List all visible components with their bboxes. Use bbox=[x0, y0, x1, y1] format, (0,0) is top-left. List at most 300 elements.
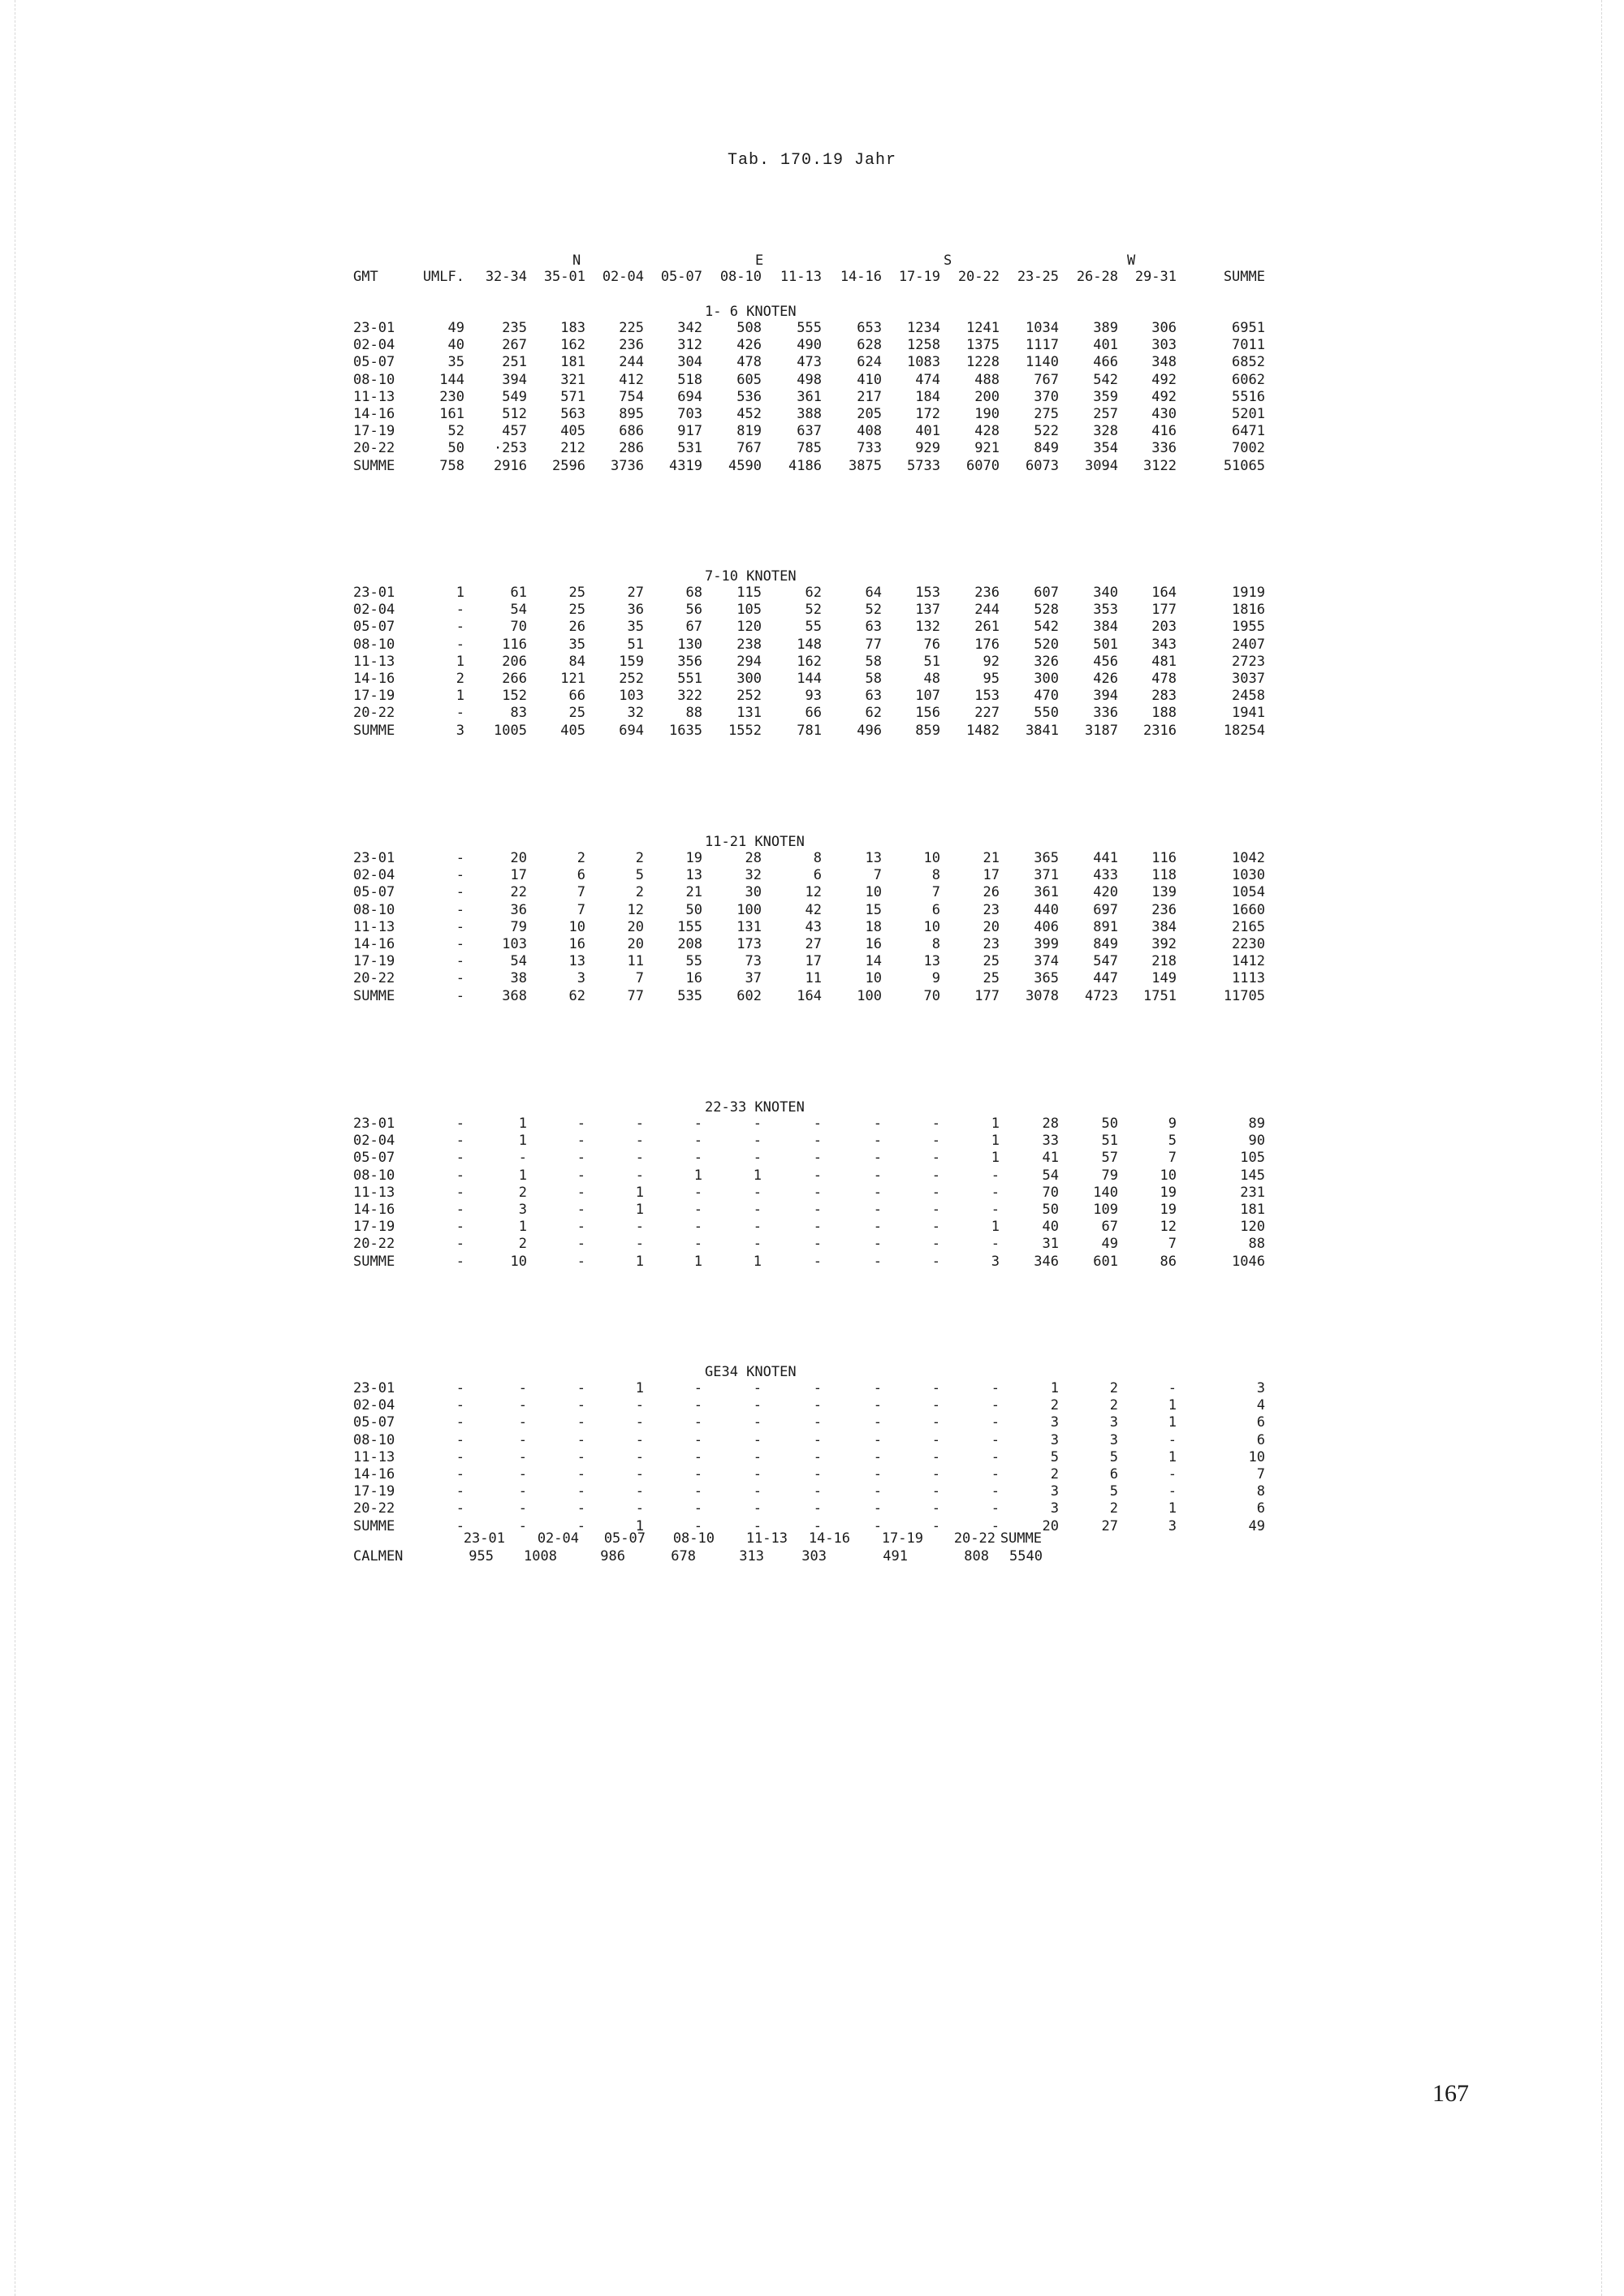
table-cell: 1 bbox=[518, 1133, 527, 1150]
table-cell: - bbox=[873, 1397, 882, 1414]
table-title: Tab. 170.19 Jahr bbox=[727, 151, 897, 170]
table-cell: 25 bbox=[568, 705, 585, 722]
table-cell: 6070 bbox=[966, 457, 1000, 474]
table-cell: 2316 bbox=[1143, 722, 1177, 739]
table-cell: 73 bbox=[745, 953, 762, 970]
table-cell: 25 bbox=[568, 585, 585, 601]
table-cell: - bbox=[518, 1500, 527, 1517]
table-cell: 7 bbox=[873, 867, 882, 884]
table-cell: 37 bbox=[745, 970, 762, 987]
table-row bbox=[0, 1397, 1624, 1415]
row-label: 05-07 bbox=[353, 884, 395, 901]
table-cell: 549 bbox=[502, 388, 527, 405]
section-title-text: 1- 6 KNOTEN bbox=[705, 304, 797, 320]
table-cell: 1054 bbox=[1232, 884, 1265, 901]
table-cell: 6 bbox=[577, 867, 585, 884]
table-cell: 1 bbox=[456, 688, 464, 705]
table-cell: 116 bbox=[1151, 850, 1177, 866]
table-cell: 38 bbox=[510, 970, 527, 987]
table-cell: 6 bbox=[1256, 1414, 1265, 1431]
table-cell: - bbox=[456, 1236, 464, 1253]
table-cell: - bbox=[693, 1150, 702, 1167]
table-cell: 31 bbox=[1042, 1236, 1059, 1253]
table-cell: 1919 bbox=[1232, 585, 1265, 601]
table-cell: 1955 bbox=[1232, 619, 1265, 636]
section-title bbox=[0, 1364, 1624, 1382]
table-cell: 602 bbox=[736, 987, 762, 1004]
table-cell: - bbox=[931, 1219, 940, 1236]
table-cell: 27 bbox=[805, 936, 822, 952]
calmen-column-header: 17-19 bbox=[881, 1530, 923, 1547]
table-cell: 356 bbox=[677, 653, 702, 670]
table-row bbox=[0, 619, 1624, 637]
row-label: 17-19 bbox=[353, 1219, 395, 1236]
table-row bbox=[0, 850, 1624, 868]
calmen-column-header: 05-07 bbox=[603, 1530, 646, 1547]
table-cell: 51 bbox=[1101, 1133, 1118, 1150]
table-cell: 1030 bbox=[1232, 867, 1265, 884]
section-title bbox=[0, 1099, 1624, 1117]
table-cell: 2230 bbox=[1232, 936, 1265, 952]
table-cell: - bbox=[1168, 1431, 1177, 1448]
table-cell: - bbox=[577, 1500, 585, 1517]
table-cell: 61 bbox=[510, 585, 527, 601]
summe-row bbox=[0, 988, 1624, 1006]
table-cell: - bbox=[635, 1466, 644, 1482]
table-row bbox=[0, 953, 1624, 971]
table-cell: - bbox=[635, 1133, 644, 1150]
table-cell: 452 bbox=[736, 406, 762, 422]
table-cell: - bbox=[577, 1202, 585, 1218]
table-cell: 5516 bbox=[1232, 388, 1265, 405]
table-cell: 1258 bbox=[907, 337, 940, 354]
table-cell: 66 bbox=[805, 705, 822, 722]
table-cell: - bbox=[873, 1116, 882, 1132]
table-cell: 781 bbox=[797, 722, 822, 739]
table-cell: 2 bbox=[518, 1236, 527, 1253]
table-cell: 473 bbox=[797, 354, 822, 371]
table-cell: 35 bbox=[627, 619, 644, 636]
table-cell: 2 bbox=[635, 884, 644, 901]
table-cell: 257 bbox=[1093, 406, 1118, 422]
section-title-text: 22-33 KNOTEN bbox=[705, 1099, 805, 1116]
summe-row bbox=[0, 1254, 1624, 1271]
table-cell: 605 bbox=[736, 371, 762, 388]
table-cell: 48 bbox=[923, 671, 940, 687]
table-cell: 236 bbox=[619, 337, 644, 354]
table-cell: - bbox=[456, 970, 464, 987]
row-label: 05-07 bbox=[353, 354, 395, 371]
table-cell: - bbox=[577, 1414, 585, 1431]
table-cell: 498 bbox=[797, 371, 822, 388]
table-cell: 1552 bbox=[728, 722, 762, 739]
table-cell: 359 bbox=[1093, 388, 1118, 405]
row-label: SUMME bbox=[353, 1517, 395, 1534]
column-header: UMLF. bbox=[422, 269, 464, 285]
row-label: SUMME bbox=[353, 722, 395, 739]
table-cell: 208 bbox=[677, 936, 702, 952]
table-cell: - bbox=[456, 1431, 464, 1448]
table-cell: 368 bbox=[502, 987, 527, 1004]
table-cell: - bbox=[813, 1253, 822, 1270]
table-cell: 230 bbox=[439, 388, 464, 405]
table-cell: 55 bbox=[685, 953, 702, 970]
table-cell: - bbox=[577, 1380, 585, 1396]
table-cell: 697 bbox=[1093, 901, 1118, 918]
table-row bbox=[0, 884, 1624, 902]
table-cell: 343 bbox=[1151, 636, 1177, 653]
table-cell: - bbox=[873, 1448, 882, 1465]
table-cell: 326 bbox=[1034, 653, 1059, 670]
row-label: 11-13 bbox=[353, 388, 395, 405]
table-cell: 1 bbox=[635, 1517, 644, 1534]
table-cell: - bbox=[456, 636, 464, 653]
table-cell: - bbox=[693, 1397, 702, 1414]
table-row bbox=[0, 354, 1624, 372]
table-cell: 7 bbox=[931, 884, 940, 901]
column-header: 20-22 bbox=[957, 269, 1000, 285]
table-cell: 1941 bbox=[1232, 705, 1265, 722]
table-cell: 401 bbox=[1093, 337, 1118, 354]
table-cell: - bbox=[753, 1219, 762, 1236]
table-cell: 17 bbox=[510, 867, 527, 884]
table-cell: 8 bbox=[931, 867, 940, 884]
table-cell: - bbox=[991, 1380, 1000, 1396]
table-cell: 5 bbox=[1050, 1448, 1059, 1465]
column-header: 23-25 bbox=[1017, 269, 1059, 285]
table-cell: - bbox=[456, 1167, 464, 1184]
table-cell: 2165 bbox=[1232, 918, 1265, 935]
table-cell: 70 bbox=[1042, 1184, 1059, 1201]
table-cell: 1228 bbox=[966, 354, 1000, 371]
table-cell: - bbox=[753, 1116, 762, 1132]
table-row bbox=[0, 1432, 1624, 1450]
row-label: 08-10 bbox=[353, 636, 395, 653]
table-cell: 173 bbox=[736, 936, 762, 952]
table-cell: 156 bbox=[915, 705, 940, 722]
table-cell: 62 bbox=[865, 705, 882, 722]
compass-e: E bbox=[755, 252, 764, 269]
table-cell: 152 bbox=[502, 688, 527, 705]
table-cell: - bbox=[813, 1431, 822, 1448]
table-cell: 10 bbox=[1160, 1167, 1177, 1184]
table-cell: 103 bbox=[619, 688, 644, 705]
table-cell: - bbox=[931, 1431, 940, 1448]
table-cell: 42 bbox=[805, 901, 822, 918]
table-cell: 67 bbox=[685, 619, 702, 636]
table-cell: 547 bbox=[1093, 953, 1118, 970]
table-cell: 172 bbox=[915, 406, 940, 422]
table-cell: 1 bbox=[635, 1253, 644, 1270]
table-cell: 244 bbox=[619, 354, 644, 371]
table-cell: 162 bbox=[560, 337, 585, 354]
table-cell: 3 bbox=[456, 722, 464, 739]
table-cell: - bbox=[456, 1500, 464, 1517]
table-cell: 895 bbox=[619, 406, 644, 422]
table-cell: 118 bbox=[1151, 867, 1177, 884]
section-title-text: 7-10 KNOTEN bbox=[705, 568, 797, 585]
table-cell: - bbox=[931, 1167, 940, 1184]
table-cell: 14 bbox=[865, 953, 882, 970]
table-cell: 849 bbox=[1034, 440, 1059, 457]
calmen-column-header: 20-22 bbox=[953, 1530, 996, 1547]
table-cell: 891 bbox=[1093, 918, 1118, 935]
table-cell: - bbox=[577, 1116, 585, 1132]
table-cell: 16 bbox=[685, 970, 702, 987]
table-cell: 6471 bbox=[1232, 423, 1265, 440]
calmen-column-header: 23-01 bbox=[463, 1530, 505, 1547]
table-cell: 62 bbox=[805, 585, 822, 601]
table-cell: 131 bbox=[736, 705, 762, 722]
table-cell: 3 bbox=[991, 1253, 1000, 1270]
table-row bbox=[0, 1219, 1624, 1236]
table-cell: 346 bbox=[1034, 1253, 1059, 1270]
table-cell: 388 bbox=[797, 406, 822, 422]
page-number: 167 bbox=[1432, 2080, 1469, 2107]
table-cell: 374 bbox=[1034, 953, 1059, 970]
table-cell: 54 bbox=[1042, 1167, 1059, 1184]
table-cell: 120 bbox=[736, 619, 762, 636]
table-cell: - bbox=[813, 1448, 822, 1465]
table-cell: 190 bbox=[974, 406, 1000, 422]
table-row bbox=[0, 970, 1624, 988]
table-cell: 227 bbox=[974, 705, 1000, 722]
table-cell: 306 bbox=[1151, 320, 1177, 336]
table-cell: - bbox=[753, 1431, 762, 1448]
column-header-row bbox=[0, 269, 1624, 287]
table-cell: - bbox=[873, 1236, 882, 1253]
table-cell: 767 bbox=[736, 440, 762, 457]
table-cell: 3 bbox=[1050, 1483, 1059, 1500]
column-header: 35-01 bbox=[543, 269, 585, 285]
table-cell: 2723 bbox=[1232, 653, 1265, 670]
table-cell: - bbox=[456, 619, 464, 636]
table-cell: 63 bbox=[865, 688, 882, 705]
table-cell: - bbox=[991, 1500, 1000, 1517]
row-label: 23-01 bbox=[353, 585, 395, 601]
table-cell: - bbox=[456, 1133, 464, 1150]
table-cell: - bbox=[813, 1150, 822, 1167]
table-cell: 4590 bbox=[728, 457, 762, 474]
table-cell: 30 bbox=[745, 884, 762, 901]
table-cell: 52 bbox=[865, 602, 882, 619]
table-cell: 26 bbox=[568, 619, 585, 636]
table-cell: 20 bbox=[1042, 1517, 1059, 1534]
table-cell: - bbox=[873, 1184, 882, 1201]
table-cell: 70 bbox=[510, 619, 527, 636]
summe-row bbox=[0, 723, 1624, 740]
table-cell: - bbox=[813, 1184, 822, 1201]
table-cell: 457 bbox=[502, 423, 527, 440]
table-cell: 22 bbox=[510, 884, 527, 901]
table-cell: 95 bbox=[983, 671, 1000, 687]
table-cell: 512 bbox=[502, 406, 527, 422]
table-cell: - bbox=[456, 1517, 464, 1534]
table-cell: - bbox=[931, 1414, 940, 1431]
table-cell: - bbox=[693, 1184, 702, 1201]
table-cell: 694 bbox=[677, 388, 702, 405]
table-cell: - bbox=[991, 1483, 1000, 1500]
table-cell: 244 bbox=[974, 602, 1000, 619]
table-cell: 20 bbox=[627, 936, 644, 952]
table-cell: 340 bbox=[1093, 585, 1118, 601]
table-cell: - bbox=[635, 1500, 644, 1517]
table-cell: 917 bbox=[677, 423, 702, 440]
table-cell: 3037 bbox=[1232, 671, 1265, 687]
table-cell: 342 bbox=[677, 320, 702, 336]
compass-n: N bbox=[572, 252, 581, 269]
table-cell: - bbox=[635, 1448, 644, 1465]
table-cell: 4319 bbox=[669, 457, 702, 474]
table-row bbox=[0, 406, 1624, 424]
calmen-value: 303 bbox=[801, 1548, 827, 1564]
row-label: 08-10 bbox=[353, 1431, 395, 1448]
table-cell: 405 bbox=[560, 722, 585, 739]
row-label: 05-07 bbox=[353, 1414, 395, 1431]
table-cell: - bbox=[931, 1380, 940, 1396]
table-cell: 13 bbox=[568, 953, 585, 970]
table-cell: 56 bbox=[685, 602, 702, 619]
table-cell: - bbox=[753, 1236, 762, 1253]
row-label: 23-01 bbox=[353, 320, 395, 336]
table-cell: 36 bbox=[627, 602, 644, 619]
table-cell: 3 bbox=[1109, 1431, 1118, 1448]
table-cell: 1 bbox=[1168, 1448, 1177, 1465]
table-cell: - bbox=[456, 1466, 464, 1482]
table-cell: 6852 bbox=[1232, 354, 1265, 371]
table-cell: 2 bbox=[1050, 1466, 1059, 1482]
table-cell: 6 bbox=[931, 901, 940, 918]
table-cell: 1 bbox=[456, 585, 464, 601]
table-row bbox=[0, 671, 1624, 688]
table-cell: 9 bbox=[1168, 1116, 1177, 1132]
row-label: 17-19 bbox=[353, 423, 395, 440]
table-row bbox=[0, 1167, 1624, 1185]
table-cell: 177 bbox=[1151, 602, 1177, 619]
table-cell: 200 bbox=[974, 388, 1000, 405]
table-cell: - bbox=[693, 1380, 702, 1396]
row-label: 23-01 bbox=[353, 1116, 395, 1132]
table-cell: - bbox=[635, 1236, 644, 1253]
table-cell: 1482 bbox=[966, 722, 1000, 739]
calmen-column-header: 02-04 bbox=[537, 1530, 579, 1547]
table-cell: 181 bbox=[560, 354, 585, 371]
table-row bbox=[0, 1500, 1624, 1518]
table-cell: - bbox=[753, 1397, 762, 1414]
table-cell: - bbox=[518, 1431, 527, 1448]
table-cell: 1412 bbox=[1232, 953, 1265, 970]
table-cell: 217 bbox=[857, 388, 882, 405]
table-row bbox=[0, 389, 1624, 407]
table-cell: - bbox=[873, 1517, 882, 1534]
table-cell: - bbox=[873, 1414, 882, 1431]
table-cell: 120 bbox=[1240, 1219, 1265, 1236]
table-cell: 225 bbox=[619, 320, 644, 336]
table-cell: 466 bbox=[1093, 354, 1118, 371]
row-label: 23-01 bbox=[353, 1380, 395, 1396]
table-cell: - bbox=[693, 1431, 702, 1448]
table-cell: 394 bbox=[502, 371, 527, 388]
table-cell: 52 bbox=[805, 602, 822, 619]
table-cell: 703 bbox=[677, 406, 702, 422]
table-cell: 7 bbox=[1168, 1150, 1177, 1167]
table-cell: 354 bbox=[1093, 440, 1118, 457]
table-cell: 416 bbox=[1151, 423, 1177, 440]
table-cell: - bbox=[813, 1414, 822, 1431]
table-cell: 15 bbox=[865, 901, 882, 918]
table-cell: 8 bbox=[931, 936, 940, 952]
row-label: 08-10 bbox=[353, 901, 395, 918]
table-cell: 23 bbox=[983, 901, 1000, 918]
table-cell: 1046 bbox=[1232, 1253, 1265, 1270]
table-cell: - bbox=[456, 705, 464, 722]
table-cell: 2 bbox=[577, 850, 585, 866]
table-cell: 1 bbox=[991, 1219, 1000, 1236]
table-cell: - bbox=[577, 1253, 585, 1270]
table-cell: - bbox=[577, 1150, 585, 1167]
table-cell: - bbox=[456, 1219, 464, 1236]
table-cell: 88 bbox=[1248, 1236, 1265, 1253]
table-cell: - bbox=[991, 1517, 1000, 1534]
table-cell: 206 bbox=[502, 653, 527, 670]
table-cell: - bbox=[813, 1517, 822, 1534]
table-cell: 132 bbox=[915, 619, 940, 636]
table-cell: 7 bbox=[635, 970, 644, 987]
table-row bbox=[0, 440, 1624, 458]
table-cell: - bbox=[456, 1483, 464, 1500]
table-cell: 88 bbox=[685, 705, 702, 722]
table-cell: 624 bbox=[857, 354, 882, 371]
table-cell: 294 bbox=[736, 653, 762, 670]
table-cell: 478 bbox=[1151, 671, 1177, 687]
table-cell: 131 bbox=[736, 918, 762, 935]
table-row bbox=[0, 423, 1624, 441]
row-label: 05-07 bbox=[353, 619, 395, 636]
table-cell: - bbox=[931, 1150, 940, 1167]
table-cell: 1 bbox=[518, 1167, 527, 1184]
table-cell: 496 bbox=[857, 722, 882, 739]
table-cell: 1 bbox=[1050, 1380, 1059, 1396]
table-cell: - bbox=[518, 1517, 527, 1534]
table-cell: 304 bbox=[677, 354, 702, 371]
calmen-value: 808 bbox=[964, 1548, 989, 1564]
column-header: 14-16 bbox=[840, 269, 882, 285]
table-row bbox=[0, 1483, 1624, 1501]
table-cell: 408 bbox=[857, 423, 882, 440]
table-cell: 70 bbox=[923, 987, 940, 1004]
table-cell: - bbox=[931, 1202, 940, 1218]
table-cell: 116 bbox=[502, 636, 527, 653]
table-cell: - bbox=[693, 1414, 702, 1431]
table-cell: - bbox=[753, 1448, 762, 1465]
calmen-header-row bbox=[0, 1530, 1624, 1548]
table-cell: 542 bbox=[1034, 619, 1059, 636]
table-cell: 231 bbox=[1240, 1184, 1265, 1201]
table-cell: 3875 bbox=[849, 457, 882, 474]
table-cell: 1 bbox=[1168, 1397, 1177, 1414]
table-cell: 177 bbox=[974, 987, 1000, 1004]
table-cell: 6 bbox=[1109, 1466, 1118, 1482]
table-cell: 238 bbox=[736, 636, 762, 653]
table-cell: 283 bbox=[1151, 688, 1177, 705]
table-cell: 3 bbox=[1256, 1380, 1265, 1396]
table-cell: 12 bbox=[627, 901, 644, 918]
table-cell: - bbox=[873, 1431, 882, 1448]
table-cell: - bbox=[693, 1236, 702, 1253]
table-cell: 490 bbox=[797, 337, 822, 354]
calmen-value: 986 bbox=[600, 1548, 625, 1564]
table-cell: 251 bbox=[502, 354, 527, 371]
